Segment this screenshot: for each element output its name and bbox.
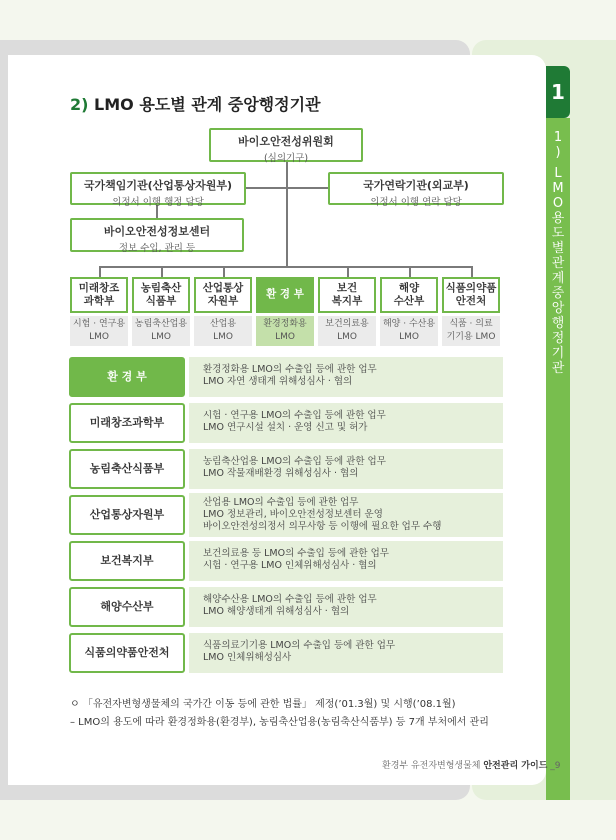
heading-text: LMO 용도별 관계 중앙행정기관 [94,95,321,114]
use-line: LMO [399,332,419,342]
ministry-box [194,277,252,313]
use-line: LMO [275,332,295,342]
chapter-title-char: 계 [551,271,565,286]
duty-label: 농림축산식품부 [69,449,185,489]
ministry-box [442,277,500,313]
chapter-title-char: M [552,181,564,196]
chapter-title-char: 정 [551,331,565,346]
connector-line [286,161,288,267]
note-line-2: – LMO의 용도에 따라 환경정화용(환경부), 농림축산업용(농림축산식품부) 등 7개 부처에서 관리 [70,717,489,728]
use-line: 보건의료용 [325,319,369,329]
use-line: LMO [213,332,233,342]
ministry-name-line: 농림축산 [140,282,182,294]
duty-description [189,403,503,443]
ministry-use-label [70,316,128,346]
use-line: 기기용 LMO [446,332,496,342]
ministry-use-label [194,316,252,346]
chapter-title-char: 용 [551,211,565,226]
ministry-name-line: 안전처 [455,295,487,307]
duty-line: 환경정화용 LMO의 수출입 등에 관한 업무 [203,364,377,375]
chapter-title-char: 중 [551,286,565,301]
ministry-use-label [256,316,314,346]
chapter-title-char: 관 [551,256,565,271]
ministry-name-line: 해양 [398,282,420,294]
connector-line [99,266,101,277]
org-box-sub: (심의기구) [263,153,309,164]
org-box-title: 바이오안전성위원회 [238,135,334,148]
page-title [70,92,320,115]
duty-label: 미래창조과학부 [69,403,185,443]
use-line: 농림축산업용 [134,319,188,329]
duty-label: 산업통상자원부 [69,495,185,535]
heading-number: 2) [70,95,89,114]
duty-line: 농림축산업용 LMO의 수출입 등에 관한 업무 [203,456,386,467]
ministry-name-line: 식품의약품 [445,282,497,294]
duty-description [189,357,503,397]
connector-line [223,266,225,277]
use-line: 시험 · 연구용 [72,319,126,329]
chapter-title-char: O [552,196,564,211]
duty-line: 바이오안전성의정서 의무사항 등 이행에 필요한 업무 수행 [203,521,442,532]
chapter-title-char: 기 [551,346,565,361]
chapter-title-char: 관 [551,361,565,376]
use-line: 환경정화용 [263,319,307,329]
duty-description [189,541,503,581]
duty-line: 식품의료기기용 LMO의 수출입 등에 관한 업무 [203,640,396,651]
duty-line: 산업용 LMO의 수출입 등에 관한 업무 [203,497,359,508]
use-line: LMO [89,332,109,342]
duty-label: 식품의약품안전처 [69,633,185,673]
duty-line: LMO 해양생태계 위해성심사 · 협의 [203,606,350,617]
ministry-name-line: 보건 [336,282,358,294]
connector-line [347,266,349,277]
connector-line [409,266,411,277]
footer-text: 환경부 유전자변형생물체 [382,761,484,771]
use-line: LMO [151,332,171,342]
chapter-title-char: 행 [551,316,565,331]
connector-line [99,266,473,268]
use-line: 해양 · 수산용 [382,319,436,329]
page-footer [382,758,560,771]
ministry-name-line: 복지부 [331,295,363,307]
org-box-committee [209,128,363,162]
ministry-box [70,277,128,313]
page-number: _9 [547,761,561,771]
ministry-name-line: 자원부 [207,295,239,307]
org-box-sub: 의정서 이행 행정 담당 [112,197,204,208]
duty-line: LMO 작물재배환경 위해성심사 · 협의 [203,468,359,479]
ministry-use-label [442,316,500,346]
duty-description [189,449,503,489]
org-box-info-center [70,218,244,252]
duty-line: 해양수산용 LMO의 수출입 등에 관한 업무 [203,594,377,605]
duty-label: 해양수산부 [69,587,185,627]
note-line-1: ㅇ 「유전자변형생물체의 국가간 이동 등에 관한 법률」 제정(’01.3월) 및 시행(’08.1월) [70,699,456,710]
ministry-name-line: 환 경 부 [266,288,304,300]
duty-label: 환 경 부 [69,357,185,397]
use-line: 식품 · 의료 [449,319,493,329]
chapter-title [546,130,570,376]
duty-label: 보건복지부 [69,541,185,581]
ministry-box [132,277,190,313]
duty-line: LMO 인체위해성심사 [203,652,292,663]
chapter-title-char: 도 [551,226,565,241]
duty-description [189,633,503,673]
ministry-box [380,277,438,313]
duty-description [189,493,503,537]
connector-line [471,266,473,277]
ministry-use-label [132,316,190,346]
org-box-title: 국가연락기관(외교부) [363,179,469,192]
use-line: LMO [337,332,357,342]
duty-line: 시험 · 연구용 LMO의 수출입 등에 관한 업무 [203,410,386,421]
ministry-name-line: 수산부 [393,295,425,307]
ministry-name-line: 미래창조 [78,282,120,294]
org-box-focal-point [328,172,504,208]
duty-description [189,587,503,627]
org-box-national-authority [70,172,246,208]
org-box-title: 국가책임기관(산업통상자원부) [83,179,233,192]
duty-line: LMO 연구시설 설치 · 운영 신고 및 허가 [203,422,368,433]
org-box-title: 바이오안전성정보센터 [103,225,211,238]
footer-guide-title: 안전관리 가이드 [483,761,548,771]
duty-line: 시험 · 연구용 LMO 인체위해성심사 · 협의 [203,560,377,571]
chapter-title-char: L [554,166,562,181]
chapter-title-char: 앙 [551,301,565,316]
chapter-title-char: 1 [553,130,563,145]
org-box-sub: 정보 수입, 관리 등 [118,243,196,254]
ministry-use-label [380,316,438,346]
connector-line [246,187,328,189]
ministry-use-label [318,316,376,346]
ministry-name-line: 식품부 [145,295,177,307]
chapter-title-char: ) [555,145,561,160]
duty-line: LMO 정보관리, 바이오안전성정보센터 운영 [203,509,383,520]
connector-line [161,266,163,277]
duty-line: 보건의료용 등 LMO의 수출입 등에 관한 업무 [203,548,389,559]
use-line: 산업용 [209,319,237,329]
ministry-box [256,277,314,313]
duty-line: LMO 자연 생태계 위해성심사 · 협의 [203,376,353,387]
chapter-title-char: 별 [551,241,565,256]
org-box-sub: 의정서 이행 연락 담당 [370,197,462,208]
chapter-number-tab[interactable]: 1 [546,66,570,118]
ministry-box [318,277,376,313]
ministry-name-line: 과학부 [83,295,115,307]
ministry-name-line: 산업통상 [202,282,244,294]
